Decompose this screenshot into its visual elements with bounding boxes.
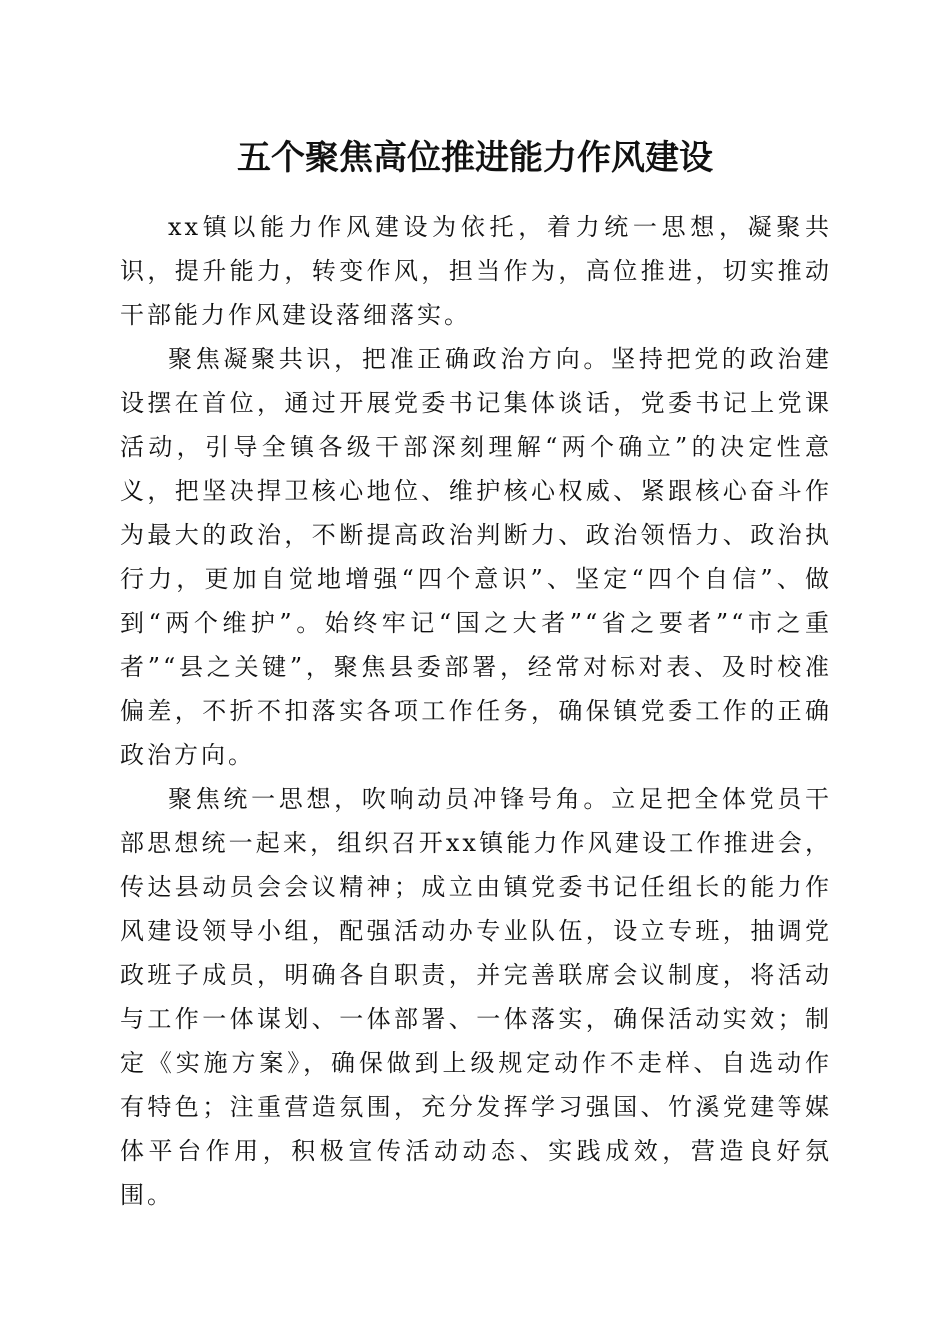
paragraph-political-direction: 聚焦凝聚共识，把准正确政治方向。坚持把党的政治建设摆在首位，通过开展党委书记集体谈话，党委书记上党课活动，引导全镇各级干部深刻理解“两个确立”的决定性意义，把坚决捍卫核心地位、维护核心权威、紧跟核心奋斗作为最大的政治，不断提高政治判断力、政治领悟力、政治执行力，更加自觉地增强“四个意识”、坚定“四个自信”、做到“两个维护”。始终牢记“国之大者”“省之要者”“市之重者”“县之关键”，聚焦县委部署，经常对标对表、及时校准偏差，不折不扣落实各项工作任务，确保镇党委工作的正确政治方向。 (120, 345, 832, 769)
paragraph-unify-thinking: 聚焦统一思想，吹响动员冲锋号角。立足把全体党员干部思想统一起来，组织召开xx镇能力作风建设工作推进会，传达县动员会会议精神；成立由镇党委书记任组长的能力作风建设领导小组，配强活动办专业队伍，设立专班，抽调党政班子成员，明确各自职责，并完善联席会议制度，将活动与工作一体谋划、一体部署、一体落实，确保活动实效；制定《实施方案》，确保做到上级规定动作不走样、自选动作有特色；注重营造氛围，充分发挥学习强国、竹溪党建等媒体平台作用，积极宣传活动动态、实践成效，营造良好氛围。 (120, 785, 832, 1209)
document-body (120, 205, 832, 1217)
document-title: 五个聚焦高位推进能力作风建设 (237, 138, 713, 178)
paragraph-intro: xx镇以能力作风建设为依托，着力统一思想，凝聚共识，提升能力，转变作风，担当作为，高位推进，切实推动干部能力作风建设落细落实。 (120, 213, 832, 329)
